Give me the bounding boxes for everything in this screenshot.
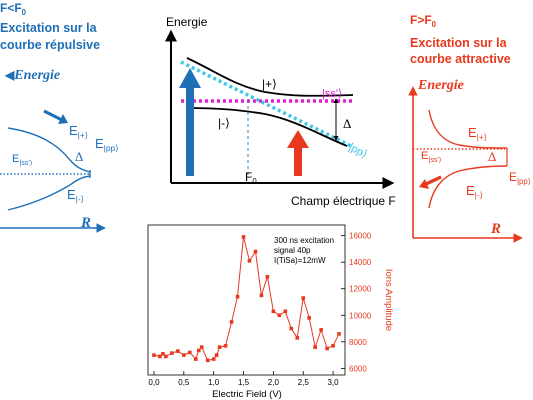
data-point (295, 336, 299, 340)
left-label-minus: $E_{|-⟩}$ (67, 187, 84, 204)
x-tick-label: 2,0 (267, 378, 279, 387)
data-point (278, 313, 282, 317)
right-title-line2: courbe attractive (410, 52, 511, 66)
left-axis-energy: ◀Energie (5, 68, 61, 83)
data-point (242, 235, 246, 239)
right-title-line1: Excitation sur la (410, 36, 507, 50)
center-state-pp: |pp⟩ (346, 141, 370, 161)
data-point (272, 309, 276, 313)
left-excitation-arrow (44, 111, 62, 120)
right-axis-energy: Energie (418, 78, 464, 93)
right-excitation-arrow (426, 177, 441, 184)
x-tick-label: 1,5 (237, 378, 250, 387)
ions-chart (135, 222, 395, 400)
data-point (152, 353, 156, 357)
chart-annotation-line1: 300 ns excitation (274, 236, 335, 245)
y-tick-label: 8000 (349, 337, 367, 347)
right-label-plus: $E_{|+⟩}$ (468, 125, 488, 142)
left-label-plus: $E_{|+⟩}$ (69, 123, 89, 140)
data-point (224, 344, 228, 348)
data-point (176, 349, 180, 353)
center-state-plus: |+⟩ (262, 77, 277, 91)
data-point (230, 320, 234, 324)
data-point (200, 345, 204, 349)
y-tick-label: 14000 (349, 258, 372, 268)
data-point (337, 332, 341, 336)
x-tick-label: 0,5 (178, 378, 190, 387)
right-label-ss: $E_{|ss'⟩}$ (421, 150, 442, 164)
data-point (331, 344, 335, 348)
y-tick-label: 16000 (349, 231, 372, 241)
data-point (313, 345, 317, 349)
right-label-minus: $E_{|-⟩}$ (466, 183, 483, 200)
left-title-line2: courbe répulsive (0, 38, 101, 52)
left-heading-prefix: F<F (0, 1, 22, 15)
center-pp-line (181, 62, 353, 147)
y-tick-label: 12000 (349, 284, 372, 294)
left-diagram (0, 0, 120, 240)
data-point (284, 309, 288, 313)
x-tick-label: 0,0 (148, 378, 160, 387)
chart-x-label: Electric Field (V) (212, 389, 282, 400)
center-state-minus: |-⟩ (218, 116, 230, 130)
chart-y-label: Ions Amplitude (383, 268, 394, 332)
data-point (236, 295, 240, 299)
right-heading: $F>F_0$ (410, 13, 437, 29)
left-label-ss: $E_{|ss'⟩}$ (12, 153, 33, 167)
y-tick-label: 10000 (349, 311, 372, 321)
center-x-axis-label: Champ électrique F (291, 194, 396, 208)
data-point (215, 353, 219, 357)
x-tick-label: 3,0 (327, 378, 339, 387)
data-point (248, 259, 252, 263)
center-y-axis-label: Energie (166, 15, 208, 29)
center-state-ss: |ss'⟩ (322, 88, 343, 100)
data-point (319, 328, 323, 332)
data-point (206, 359, 210, 363)
data-point (170, 351, 174, 355)
center-minus-curve (187, 108, 347, 146)
data-point (188, 351, 192, 355)
data-point (194, 357, 198, 361)
data-point (289, 327, 293, 331)
right-label-delta: Δ (488, 149, 497, 164)
left-heading-sub: 0 (21, 8, 27, 17)
x-tick-label: 2,5 (297, 378, 309, 387)
left-label-pp: $E_{|pp⟩}$ (95, 136, 119, 153)
data-point (254, 250, 258, 254)
data-point (301, 296, 305, 300)
x-tick-label: 1,0 (208, 378, 220, 387)
data-point (307, 316, 311, 320)
data-point (218, 345, 222, 349)
left-axis-r: R (81, 215, 92, 231)
data-point (164, 355, 168, 359)
data-point (212, 357, 216, 361)
right-axis-r: R (491, 221, 502, 237)
data-point (325, 347, 329, 351)
data-point (182, 353, 186, 357)
right-label-pp: $E_{|pp⟩}$ (509, 170, 531, 186)
data-point (266, 275, 270, 279)
data-point (197, 349, 201, 353)
center-delta: Δ (343, 116, 352, 131)
left-title-line1: Excitation sur la (0, 21, 97, 35)
center-diagram (155, 0, 400, 200)
y-tick-label: 6000 (349, 364, 367, 374)
center-f0-label: $F_0$ (245, 170, 257, 186)
chart-annotation-line3: I(TiSa)=12mW (274, 256, 326, 265)
left-label-delta: Δ (75, 149, 84, 164)
data-point (260, 294, 264, 298)
chart-annotation-line2: signal 40p (274, 246, 311, 255)
